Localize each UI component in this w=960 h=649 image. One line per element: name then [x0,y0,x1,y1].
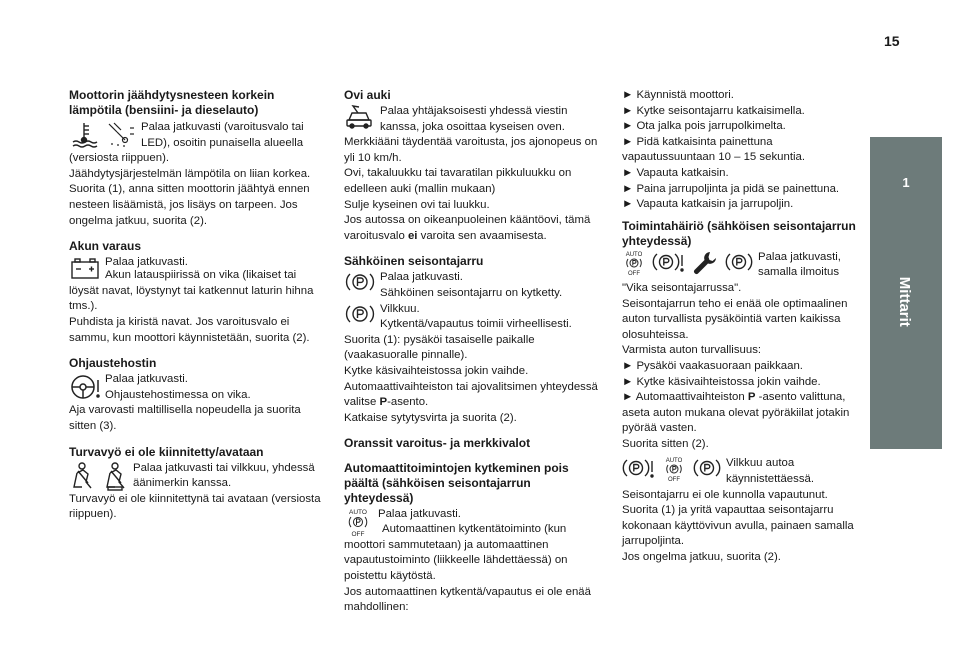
auto-off-title: Automaattitoimintojen kytkeminen pois päältä (sähköisen seisontajarrun yhteydessä) [344,461,569,506]
seatbelt-title: Turvavyö ei ole kiinnitetty/avataan [69,444,264,459]
step-5: ► Vapauta katkaisin. [622,166,729,179]
battery-text-3: Puhdista ja kiristä navat. Jos varoitusvalo ei sammu, kun moottori käynnistetään, suorita (2). [69,315,310,344]
auto-off-text-2: Automaattinen kytkentätoiminto (kun moottori sammutetaan) ja automaattinen vapautustoiminto (liikkeelle lähdettäessä) on poistettu käytöstä. [344,523,568,583]
door-open-title: Ovi auki [344,88,391,102]
wrench-icon [692,250,718,276]
flashing-icons [622,456,722,482]
parking-brake-text-2: Sähköinen seisontajarru on kytketty. [380,286,563,299]
parking-brake-icon-3 [724,250,754,276]
parking-brake-text-8: Katkaise sytytysvirta ja suorita (2). [344,411,517,424]
parking-brake-icon [344,270,376,294]
step-6: ► Paina jarrupoljinta ja pidä se painettuna. [622,182,840,195]
flashing-text-2: Seisontajarru ei ole kunnolla vapautunut. [622,488,828,501]
orange-lights-title: Oranssit varoitus- ja merkkivalot [344,436,531,451]
parking-brake-title: Sähköinen seisontajarru [344,254,484,269]
door-open-icon [344,104,376,130]
battery-text-1: Palaa jatkuvasti. [105,256,188,269]
svg-text:AUTO: AUTO [349,509,367,517]
door-open-text-5: Jos autossa on oikeanpuoleinen kääntöovi, tämä varoitusvalo ei varoita sen avaamisesta. [344,214,591,242]
malfunction-step-2: ► Kytke käsivaihteistossa jokin vaihde. [622,375,821,388]
coolant-text-4: Suorita (1), anna sitten moottorin jäähtyä ennen nesteen lisäämistä, jos lisäys on tarpeen. Jos ongelma jatkuu, suorita (2). [69,183,310,227]
door-open-text-3: Ovi, takaluukku tai tavaratilan pikkuluukku on edelleen auki (mallin mukaan) [344,167,572,195]
svg-text:AUTO: AUTO [625,251,643,258]
seatbelt-icons [69,461,129,491]
parking-brake-text-1: Palaa jatkuvasti. [380,271,463,284]
svg-text:OFF: OFF [628,270,640,276]
parking-brake-text-4: Kytkentä/vapautus toimii virheellisesti. [380,318,572,331]
step-1: ► Käynnistä moottori. [622,89,734,101]
steering-title: Ohjaustehostin [69,356,157,371]
svg-text:OFF: OFF [351,531,365,538]
coolant-text-3: Jäähdytysjärjestelmän lämpötila on liian korkea. [69,167,311,180]
seatbelt-icon [69,461,97,491]
parking-brake-flashing-icon [344,302,376,326]
auto-off-icon-2 [622,250,646,276]
auto-off-icon-3 [662,456,686,482]
malfunction-text-4: Varmista auton turvallisuus: [622,344,762,357]
coolant-title: Moottorin jäähdytysnesteen korkein lämpötila (bensiini- ja dieselauto) [69,88,275,117]
battery-title: Akun varaus [69,239,142,254]
malfunction-text-3: Seisontajarrun teho ei enää ole optimaalinen auton turvallista pysäköintiä varten kaikissa olosuhteissa. [622,297,848,341]
malfunction-title: Toimintahäiriö (sähköisen seisontajarrun yhteydessä) [622,218,856,248]
steering-wheel-icon [69,372,101,402]
auto-off-icon [344,507,372,537]
malfunction-step-3: ► Automaattivaihteiston P -asento valittuna, aseta auton mukana olevat pyöräkiilat jotakin pyörää vasten. [622,391,850,435]
parking-brake-text-6: Kytke käsivaihteistossa jokin vaihde. [344,364,529,377]
steering-text-1: Palaa jatkuvasti. [105,373,188,386]
flashing-text-4: Jos ongelma jatkuu, suorita (2). [622,551,781,564]
coolant-temperature-icon [69,120,99,148]
auto-off-text-3: Jos automaattinen kytkentä/vapautus ei ole enää mahdollinen: [344,585,591,614]
column-1 [69,88,324,523]
seatbelt-text-2: Turvavyö ei ole kiinnitettynä tai avataan (versiosta riippuen). [69,492,321,521]
step-4: ► Pidä katkaisinta painettuna vapautussuuntaan 10 – 15 sekuntia. [622,135,806,164]
page-number: 15 [884,33,900,49]
coolant-icons [69,120,137,148]
coolant-text-2: (versiosta riippuen). [69,152,170,165]
column-2 [344,88,602,616]
chapter-label-wrap [884,227,924,377]
chapter-label: Mittarit [895,277,913,327]
battery-icon [69,255,101,281]
svg-text:AUTO: AUTO [665,458,683,465]
malfunction-text-2: "Vika seisontajarrussa". [622,281,742,294]
column-3 [622,88,862,566]
parking-brake-text-7: Automaattivaihteiston tai ajovalitsimen yhteydessä valitse P-asento. [344,380,598,409]
coolant-led-icon [103,120,137,148]
steering-text-2: Ohjaustehostimessa on vika. [105,388,251,401]
svg-text:OFF: OFF [668,477,680,483]
door-open-text-2: Merkkiääni täydentää varoitusta, jos ajonopeus on yli 10 km/h. [344,136,598,164]
malfunction-text-5: Suorita sitten (2). [622,437,709,450]
malfunction-step-1: ► Pysäköi vaakasuoraan paikkaan. [622,359,803,372]
step-2: ► Kytke seisontajarru katkaisimella. [622,104,805,117]
step-3: ► Ota jalka pois jarrupolkimelta. [622,120,786,133]
seatbelt-passenger-icon [101,461,129,491]
parking-brake-warning-icon-2 [622,456,656,482]
coolant-text-1: Palaa jatkuvasti (varoitusvalo tai LED), osoitin punaisella alueella [141,121,304,149]
step-7: ► Vapauta katkaisin ja jarrupoljin. [622,198,794,211]
parking-brake-icon-4 [692,456,722,482]
parking-brake-warning-icon [652,250,686,276]
malfunction-text-1: Palaa jatkuvasti, samalla ilmoitus [758,250,841,279]
malfunction-icons [622,250,754,276]
parking-brake-text-5: Suorita (1): pysäköi tasaiselle paikalle (vaakasuoralle pinnalle). [344,333,535,362]
seatbelt-text-1: Palaa jatkuvasti tai vilkkuu, yhdessä äänimerkin kanssa. [133,461,315,490]
door-open-text-1: Palaa yhtäjaksoisesti yhdessä viestin kanssa, joka osoittaa kyseisen oven. [380,105,568,133]
door-open-text-4: Sulje kyseinen ovi tai luukku. [344,198,490,211]
flashing-text-1: Vilkkuu autoa käynnistettäessä. [726,457,815,486]
battery-text-2: Akun latauspiirissä on vika (likaiset tai löysät navat, löystynyt tai katkennut laturin hihna tms.). [69,269,314,313]
parking-brake-text-3: Vilkkuu. [380,302,420,315]
chapter-number: 1 [902,175,910,190]
steering-text-3: Aja varovasti maltillisella nopeudella ja suorita sitten (3). [69,404,301,432]
flashing-text-3: Suorita (1) ja yritä vapauttaa seisontajarru kokonaan käyttövivun avulla, painaen samalla jarrupoljinta. [622,504,854,548]
chapter-tab[interactable] [870,137,942,449]
auto-off-text-1: Palaa jatkuvasti. [378,508,461,521]
